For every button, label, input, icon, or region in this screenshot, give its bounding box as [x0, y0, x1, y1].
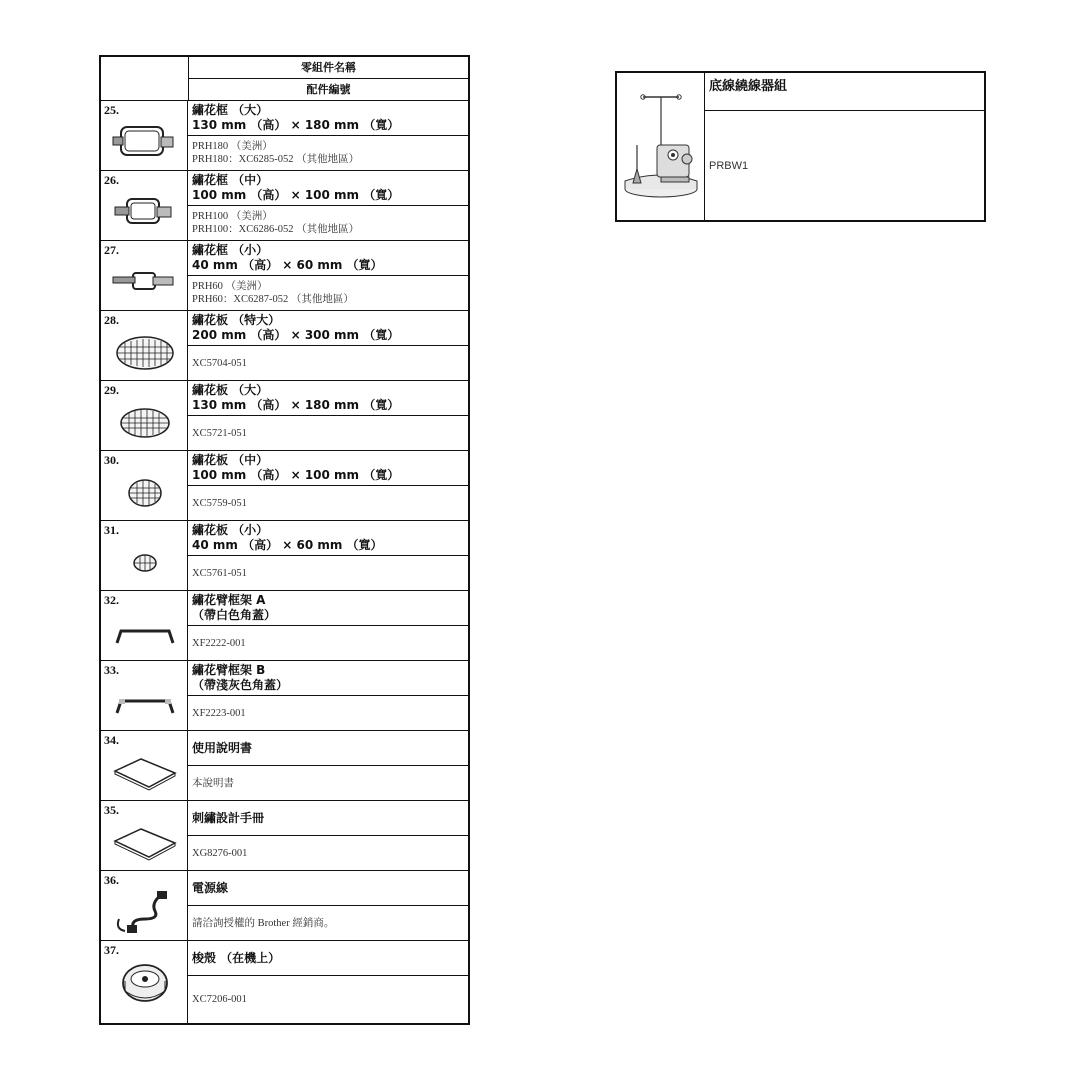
item-name — [188, 941, 468, 976]
item-name-line1: 繡花板 （小） — [192, 523, 269, 537]
embroidery-sheet-xl-icon — [111, 329, 179, 377]
item-code-line2: PRH60：XC6287-052 （其他地區） — [192, 294, 354, 305]
item-code — [188, 416, 468, 450]
item-name — [188, 591, 468, 626]
item-name-line1: 使用說明書 — [192, 740, 253, 755]
bobbin-winder-title: 底線繞線器組 — [705, 73, 984, 111]
item-code-line2: PRH180：XC6285-052 （其他地區） — [192, 154, 360, 165]
item-code — [188, 206, 468, 240]
embroidery-sheet-small-icon — [111, 539, 179, 587]
item-code — [188, 136, 468, 170]
embroidery-frame-medium-icon — [111, 189, 179, 237]
item-code-line1: XC5704-051 — [192, 357, 247, 369]
table-header — [101, 57, 468, 101]
bobbin-winder-icon — [621, 89, 701, 199]
item-name — [188, 451, 468, 486]
item-name-line1: 梭殼 （在機上） — [192, 950, 281, 965]
bobbin-winder-code: PRBW1 — [709, 159, 749, 172]
item-name — [188, 801, 468, 836]
manual-book-icon — [111, 749, 179, 797]
item-code — [188, 906, 468, 940]
item-name-line2: 40 mm （高） × 60 mm （寬） — [192, 258, 383, 272]
item-code — [188, 556, 468, 590]
item-name-line2: 130 mm （高） × 180 mm （寬） — [192, 398, 400, 412]
item-name-line1: 繡花臂框架 B — [192, 663, 266, 677]
item-code — [188, 696, 468, 730]
item-number: 32. — [104, 593, 119, 607]
item-name — [188, 241, 468, 276]
item-name-line1: 繡花框 （小） — [192, 243, 269, 257]
item-code-line1: PRH60 （美洲） — [192, 281, 268, 292]
item-code-line1: XC5721-051 — [192, 427, 247, 439]
item-number: 27. — [104, 243, 119, 257]
item-number: 33. — [104, 663, 119, 677]
item-name-line1: 繡花板 （大） — [192, 383, 269, 397]
item-name-line2: 40 mm （高） × 60 mm （寬） — [192, 538, 383, 552]
item-code — [188, 276, 468, 310]
table-row — [101, 591, 468, 661]
bobbin-winder-box — [615, 71, 986, 222]
table-row — [101, 451, 468, 521]
table-row — [101, 171, 468, 241]
item-code-line1: XF2223-001 — [192, 707, 246, 719]
item-name-line2: （帶白色角蓋） — [192, 608, 277, 622]
power-cord-icon — [111, 889, 179, 937]
table-row — [101, 101, 468, 171]
item-code-line1: 本說明書 — [192, 777, 234, 789]
item-name-line2: 200 mm （高） × 300 mm （寬） — [192, 328, 400, 342]
item-name-line1: 繡花臂框架 A — [192, 593, 266, 607]
item-number: 34. — [104, 733, 119, 747]
embroidery-sheet-medium-icon — [111, 469, 179, 517]
item-number: 37. — [104, 943, 119, 957]
item-name-line1: 電源線 — [192, 880, 229, 895]
item-number: 29. — [104, 383, 119, 397]
item-number: 28. — [104, 313, 119, 327]
design-guide-book-icon — [111, 819, 179, 867]
table-row — [101, 241, 468, 311]
item-code — [188, 976, 468, 1023]
table-row — [101, 801, 468, 871]
item-code — [188, 836, 468, 870]
item-name — [188, 871, 468, 906]
item-code-line1: XC5759-051 — [192, 497, 247, 509]
item-code-line2: PRH100：XC6286-052 （其他地區） — [192, 224, 360, 235]
frame-holder-a-icon — [111, 609, 179, 657]
item-number: 35. — [104, 803, 119, 817]
item-number: 30. — [104, 453, 119, 467]
parts-table — [99, 55, 470, 1025]
frame-holder-b-icon — [111, 679, 179, 727]
item-name-line2: 130 mm （高） × 180 mm （寬） — [192, 118, 400, 132]
item-code-line1: XG8276-001 — [192, 847, 248, 859]
item-code-line1: PRH100 （美洲） — [192, 211, 273, 222]
table-row — [101, 311, 468, 381]
item-code — [188, 346, 468, 380]
table-row — [101, 731, 468, 801]
table-row — [101, 521, 468, 591]
item-name-line1: 繡花框 （中） — [192, 173, 269, 187]
item-name — [188, 661, 468, 696]
embroidery-frame-large-icon — [111, 119, 179, 167]
item-name-line2: 100 mm （高） × 100 mm （寬） — [192, 468, 400, 482]
item-name — [188, 731, 468, 766]
item-number: 36. — [104, 873, 119, 887]
table-row — [101, 381, 468, 451]
item-name-line1: 繡花板 （中） — [192, 453, 269, 467]
item-number: 31. — [104, 523, 119, 537]
item-number: 26. — [104, 173, 119, 187]
item-code — [188, 486, 468, 520]
header-parts-name: 零組件名稱 — [189, 57, 468, 79]
item-number: 25. — [104, 103, 119, 117]
header-part-code: 配件編號 — [306, 83, 351, 96]
item-name — [188, 311, 468, 346]
embroidery-sheet-large-icon — [111, 399, 179, 447]
table-row — [101, 661, 468, 731]
item-code-line1: XC7206-001 — [192, 994, 247, 1005]
item-code-line1: XF2222-001 — [192, 637, 246, 649]
table-row — [101, 871, 468, 941]
table-body — [101, 101, 468, 1023]
item-name-line1: 繡花板 （特大） — [192, 313, 281, 327]
item-name — [188, 521, 468, 556]
item-name — [188, 381, 468, 416]
table-row — [101, 941, 468, 1023]
item-code-line1: PRH180 （美洲） — [192, 141, 273, 152]
item-name — [188, 171, 468, 206]
embroidery-frame-small-icon — [111, 259, 179, 307]
item-name — [188, 101, 468, 136]
bobbin-case-icon — [111, 959, 179, 1007]
item-code-line1: 請洽詢授權的 Brother 經銷商。 — [192, 917, 335, 929]
item-name-line2: （帶淺灰色角蓋） — [192, 678, 289, 692]
item-code — [188, 626, 468, 660]
item-name-line1: 繡花框 （大） — [192, 103, 269, 117]
item-code-line1: XC5761-051 — [192, 567, 247, 579]
item-code — [188, 766, 468, 800]
item-name-line1: 刺繡設計手冊 — [192, 810, 265, 825]
item-name-line2: 100 mm （高） × 100 mm （寬） — [192, 188, 400, 202]
